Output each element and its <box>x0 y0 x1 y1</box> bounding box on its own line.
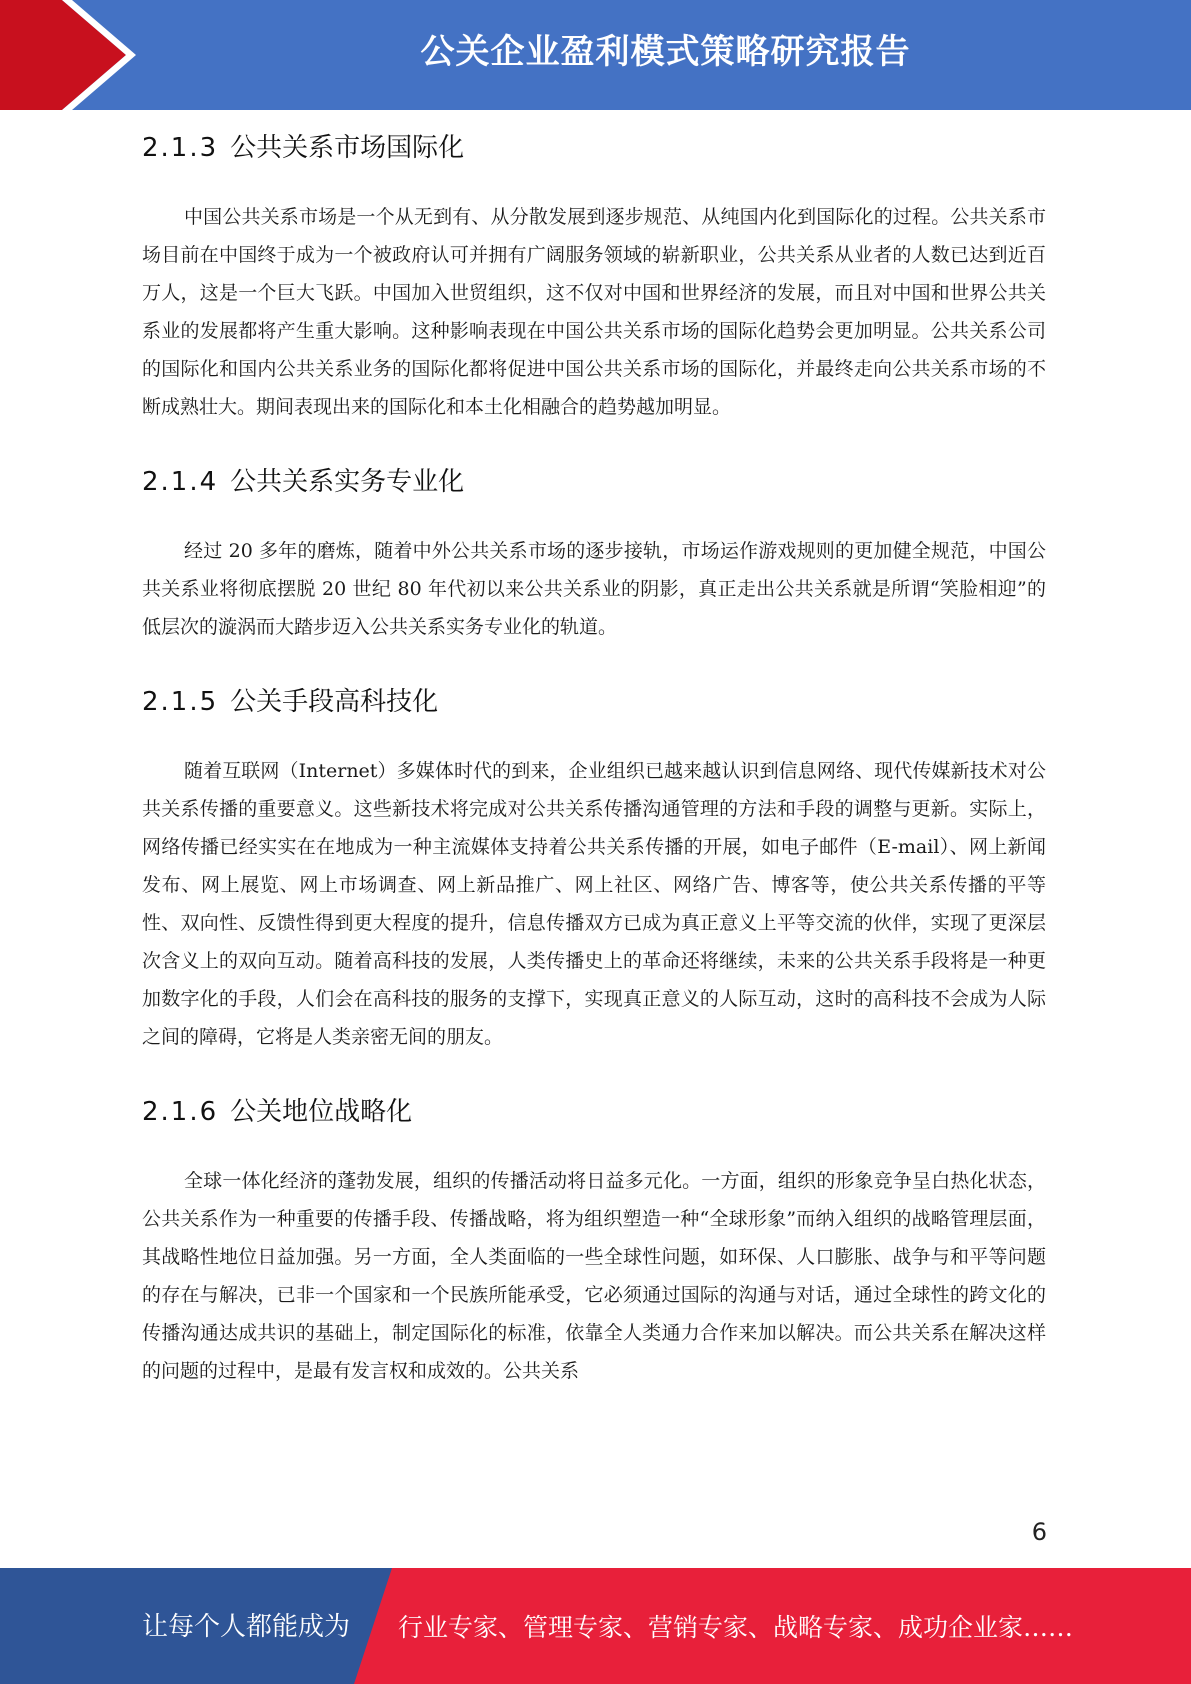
section-title: 公共关系市场国际化 <box>230 133 465 163</box>
section-heading <box>142 452 1046 512</box>
paragraph: 经过 20 多年的磨炼，随着中外公共关系市场的逐步接轨，市场运作游戏规则的更加健全规范，中国公共关系业将彻底摆脱 20 世纪 80 年代初以来公共关系业的阴影，真正走出公共关系就是所谓“笑脸相迎”的低层次的漩涡而大踏步迈入公共关系实务专业化的轨道。 <box>142 540 1046 638</box>
report-title: 公关企业盈利模式策略研究报告 <box>420 32 911 72</box>
section-2-1-6 <box>142 1082 1046 1390</box>
section-heading <box>142 672 1046 732</box>
section-number: 2.1.5 <box>142 687 219 717</box>
header-arrow-decoration <box>0 0 160 110</box>
paragraph: 中国公共关系市场是一个从无到有、从分散发展到逐步规范、从纯国内化到国际化的过程。公共关系市场目前在中国终于成为一个被政府认可并拥有广阔服务领域的崭新职业，公共关系从业者的人数已达到近百万人，这是一个巨大飞跃。中国加入世贸组织，这不仅对中国和世界经济的发展，而且对中国和世界公共关系业的发展都将产生重大影响。这种影响表现在中国公共关系市场的国际化趋势会更加明显。公共关系公司的国际化和国内公共关系业务的国际化都将促进中国公共关系市场的国际化，并最终走向公共关系市场的不断成熟壮大。期间表现出来的国际化和本土化相融合的趋势越加明显。 <box>142 206 1046 418</box>
page-header <box>0 0 1191 110</box>
section-2-1-5 <box>142 672 1046 1056</box>
section-title: 公关地位战略化 <box>230 1097 413 1127</box>
section-title: 公共关系实务专业化 <box>230 467 465 497</box>
section-2-1-3 <box>142 118 1046 426</box>
section-heading <box>142 1082 1046 1142</box>
paragraph: 全球一体化经济的蓬勃发展，组织的传播活动将日益多元化。一方面，组织的形象竞争呈白热化状态，公共关系作为一种重要的传播手段、传播战略，将为组织塑造一种“全球形象”而纳入组织的战略管理层面，其战略性地位日益加强。另一方面，全人类面临的一些全球性问题，如环保、人口膨胀、战争与和平等问题的存在与解决，已非一个国家和一个民族所能承受，它必须通过国际的沟通与对话，通过全球性的跨文化的传播沟通达成共识的基础上，制定国际化的标准，依靠全人类通力合作来加以解决。而公共关系在解决这样的问题的过程中，是最有发言权和成效的。公共关系 <box>142 1170 1046 1382</box>
document-body <box>142 118 1046 1416</box>
section-title: 公关手段高科技化 <box>230 687 439 717</box>
paragraph: 随着互联网（Internet）多媒体时代的到来，企业组织已越来越认识到信息网络、现代传媒新技术对公共关系传播的重要意义。这些新技术将完成对公共关系传播沟通管理的方法和手段的调整与更新。实际上，网络传播已经实实在在地成为一种主流媒体支持着公共关系传播的开展，如电子邮件（E-mail）、网上新闻发布、网上展览、网上市场调查、网上新品推广、网上社区、网络广告、博客等，使公共关系传播的平等性、双向性、反馈性得到更大程度的提升，信息传播双方已成为真正意义上平等交流的伙伴，实现了更深层次含义上的双向互动。随着高科技的发展，人类传播史上的革命还将继续，未来的公共关系手段将是一种更加数字化的手段，人们会在高科技的服务的支撑下，实现真正意义的人际互动，这时的高科技不会成为人际之间的障碍，它将是人类亲密无间的朋友。 <box>142 760 1046 1048</box>
page-footer <box>0 1568 1191 1684</box>
footer-slogan-right: 行业专家、管理专家、营销专家、战略专家、成功企业家…… <box>398 1613 1074 1642</box>
section-number: 2.1.3 <box>142 133 219 163</box>
section-heading <box>142 118 1046 178</box>
section-2-1-4 <box>142 452 1046 646</box>
page-number: 6 <box>1031 1518 1047 1546</box>
section-number: 2.1.6 <box>142 1097 219 1127</box>
footer-slogan-left: 让每个人都能成为 <box>142 1612 351 1642</box>
section-number: 2.1.4 <box>142 467 219 497</box>
